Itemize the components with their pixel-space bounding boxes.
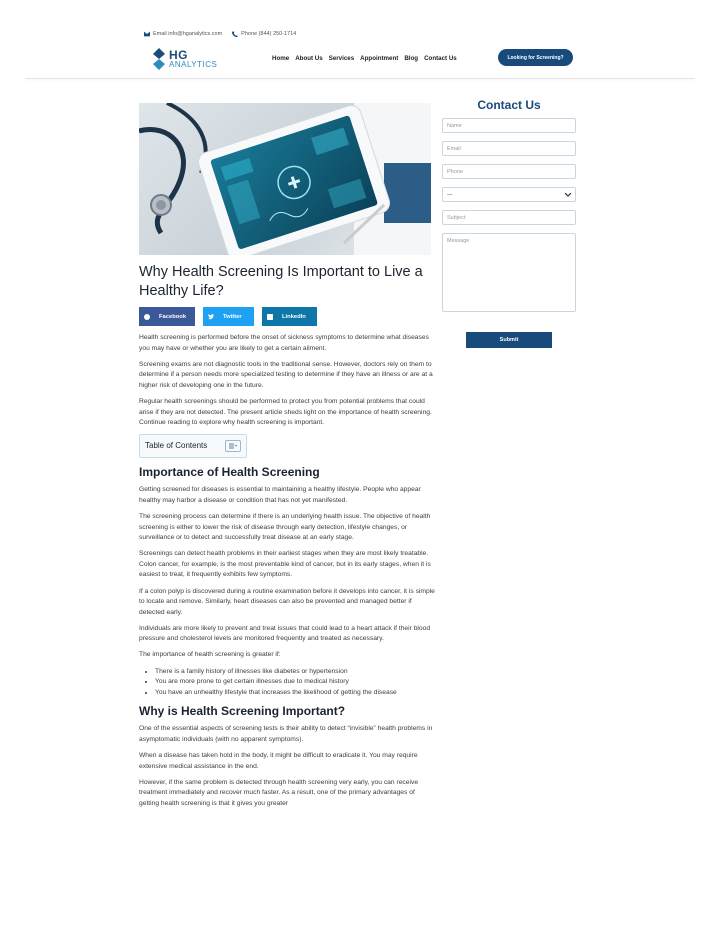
article-paragraph: The importance of health screening is greater if: [139,651,281,659]
email-field[interactable]: Email [442,141,576,156]
hero-image [139,103,431,255]
article-paragraph: One of the essential aspects of screening tests is their ability to detect “invisible” health problems in asymptomatic individuals (with no apparent symptoms). [139,725,433,743]
topbar [144,31,296,37]
screening-cta-button[interactable]: Looking for Screening? [498,49,573,66]
linkedin-icon [267,314,273,320]
section-heading: Why is Health Screening Important? [139,704,346,719]
article-paragraph: Screening exams are not diagnostic tools in the traditional sense. However, doctors rely on them to determine if a person needs more specialized testing to determine if they have an illness or are at a higher risk of developing one in the future. [139,360,433,389]
share-facebook-button[interactable] [139,307,195,326]
topbar-phone-text: Phone (844) 250-1714 [241,31,297,37]
name-field[interactable]: Name [442,118,576,133]
article-paragraph: Regular health screenings should be performed to protect you from potential problems that could arise if they are not detected. The present article sheds light on the importance of health screening. Continue reading to explore why health screening is important. [139,397,432,427]
header-divider [25,78,695,79]
share-twitter-label: Twitter [223,313,242,320]
topbar-email-text: Email info@hganalytics.com [153,31,223,37]
article-body [139,333,435,815]
article-paragraph: If a colon polyp is discovered during a routine examination before it develops into cancer, it is simple to locate and remove. Similarly, heart diseases can also be prevented and managed better if detected early. [139,587,435,616]
share-linkedin-label: LinkedIn [282,313,306,320]
main-nav [272,55,457,62]
logo-mark-icon [152,48,166,70]
facebook-icon [144,314,150,320]
list-toggle-icon [229,443,237,449]
service-select-value: --- [447,191,453,198]
subject-field[interactable]: Subject [442,210,576,225]
topbar-email[interactable] [144,31,222,37]
share-facebook-label: Facebook [159,313,187,320]
site-logo[interactable] [152,48,217,70]
service-select[interactable] [442,187,576,202]
nav-appointment[interactable]: Appointment [360,55,399,62]
share-buttons [139,307,317,326]
article-paragraph: When a disease has taken hold in the body, it might be difficult to eradicate it. You may require extensive medical assistance in the end. [139,752,418,770]
nav-home[interactable]: Home [272,55,290,62]
article-paragraph: Screenings can detect health problems in their earliest stages when they are most likely treatable. Colon cancer, for example, is the most preventable kind of cancer, but in its early stages, when it is easiest to treat, it frequently exhibits few symptoms. [139,550,431,579]
nav-contact-us[interactable]: Contact Us [424,55,457,62]
list-item: • You have an unhealthy lifestyle that increases the likelihood of getting the disease [155,688,435,699]
chevron-down-icon [565,193,571,197]
phone-icon [232,31,238,37]
logo-sub: ANALYTICS [169,60,218,69]
logo-name: HG [169,48,188,62]
table-of-contents[interactable] [139,434,247,458]
submit-button[interactable]: Submit [466,332,552,348]
risk-factor-list [139,667,435,699]
envelope-icon [144,31,150,37]
phone-field[interactable]: Phone [442,164,576,179]
section-heading: Importance of Health Screening [139,465,320,480]
twitter-icon [208,314,214,320]
article-paragraph: Health screening is performed before the onset of sickness symptoms to determine what diseases you may have or whether you are likely to get a certain ailment. [139,334,429,352]
toc-toggle-button[interactable] [225,440,241,452]
contact-form-title: Contact Us [477,98,541,112]
nav-about-us[interactable]: About Us [295,55,323,62]
nav-blog[interactable]: Blog [404,55,419,62]
nav-services[interactable]: Services [328,55,355,62]
message-field[interactable]: Message [442,233,576,312]
share-twitter-button[interactable] [203,307,254,326]
article-paragraph: The screening process can determine if there is an underlying health issue. The objective of health screening is either to lower the risk of disease through early detection, lifestyle changes, or surveillance or to detect and successfully treat disease at an early stage. [139,512,431,542]
article-paragraph: Getting screened for diseases is essential to maintaining a healthy lifestyle. People who appear healthy may harbor a disease or condition that has not yet manifested. [139,486,421,504]
article-paragraph: However, if the same problem is detected through health screening very early, you can receive treatment immediately and recover much faster. As a result, one of the primary advantages of getting health screening is that it gives you greater [139,778,419,807]
share-linkedin-button[interactable] [262,307,317,326]
tablet-stethoscope-illustration [139,103,431,255]
list-item: • There is a family history of illnesses like diabetes or hypertension [155,667,435,678]
toc-label: Table of Contents [145,440,208,450]
topbar-phone[interactable] [232,31,296,37]
list-item: • You are more prone to get certain illnesses due to medical history [155,677,435,688]
article-paragraph: Individuals are more likely to prevent and treat issues that could lead to a heart attack if their blood pressure and cholesterol levels are monitored frequently and treated as necessary. [139,624,431,643]
article-title: Why Health Screening Is Important to Live a Healthy Life? [139,264,423,299]
